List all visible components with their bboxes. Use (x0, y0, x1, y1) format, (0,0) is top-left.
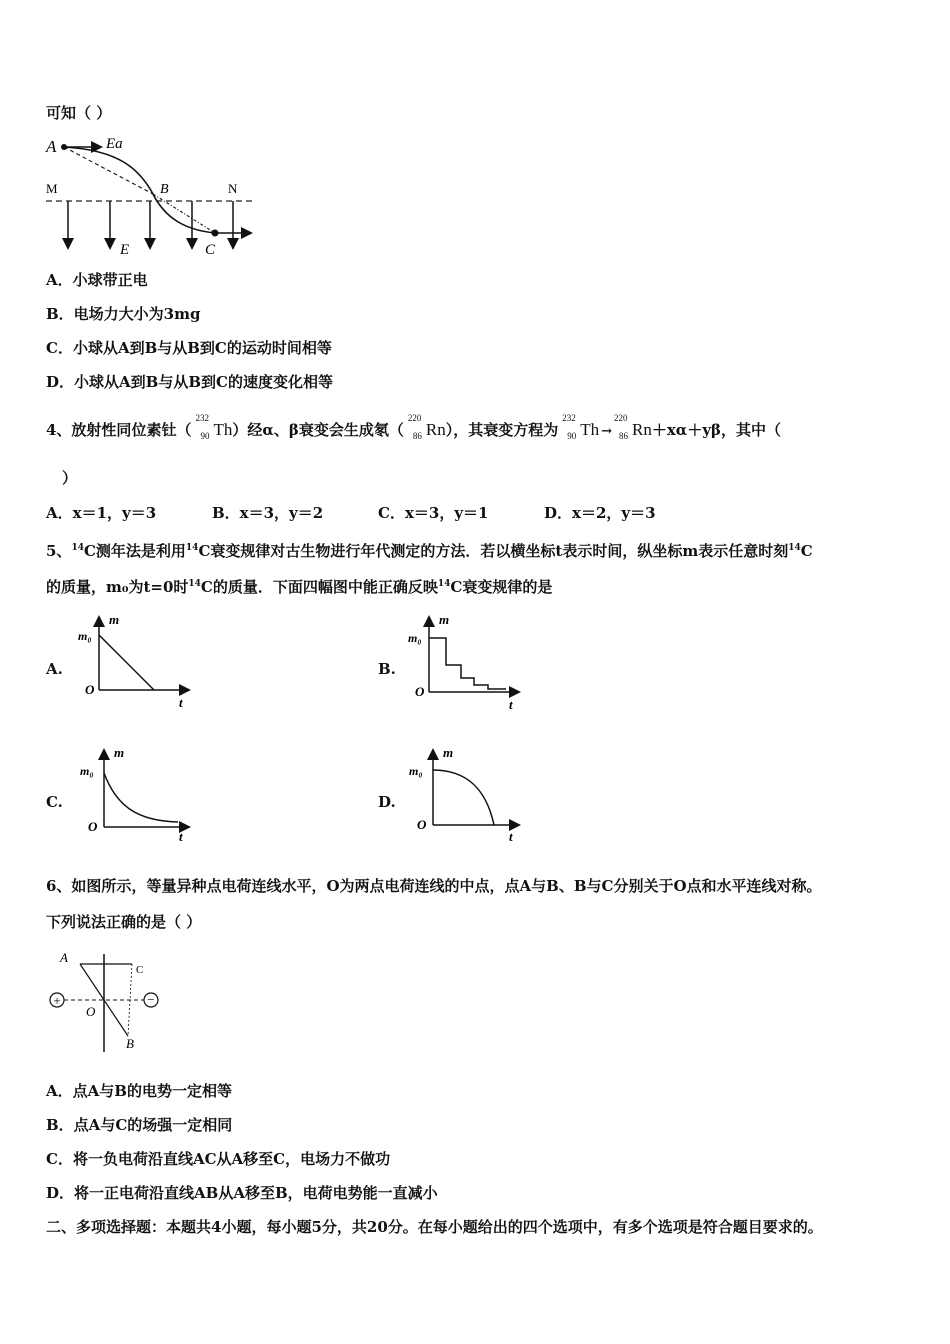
svg-text:O: O (415, 684, 425, 699)
svg-text:t: t (509, 697, 513, 710)
q5-line1: 5、$^{14}$C测年法是利用$^{14}$C衰变规律对古生物进行年代测定的方法．若以横坐标t表示时间，纵坐标m表示任意时刻$^{14}$C (46, 542, 813, 560)
label-b: B (160, 182, 169, 197)
rn-nuclide-eq: 220 86 Rn (614, 413, 652, 441)
q6-label-a: A (60, 950, 68, 965)
svg-text:O: O (88, 819, 98, 834)
decay-curve-a (99, 635, 154, 690)
q6-label-c: C (136, 964, 144, 976)
decay-curve-d (433, 770, 494, 825)
decay-arrow: → (601, 424, 613, 439)
q4-option-b: B．x＝3，y＝2 (212, 504, 324, 522)
svg-text:m₀: m₀ (409, 764, 423, 778)
svg-text:m: m (443, 745, 454, 760)
q5-option-a-label: A. (46, 660, 63, 678)
q6-option-b: B．点A与C的场强一定相同 (46, 1116, 233, 1134)
svg-text:m: m (109, 612, 120, 627)
q5-option-b-label: B. (378, 660, 396, 678)
q4-option-c: C．x＝3，y＝1 (378, 504, 489, 522)
q6-figure (44, 948, 169, 1056)
label-m: M (46, 181, 58, 196)
label-n: N (228, 181, 238, 196)
decay-curve-c (104, 773, 178, 822)
th-nuclide: 232 90 Th (195, 413, 233, 441)
q6-label-b: B (126, 1036, 134, 1051)
label-c: C (205, 242, 216, 258)
label-a: A (46, 137, 57, 156)
q6-line2: 下列说法正确的是（ ） (46, 913, 202, 931)
q4-stem (46, 413, 782, 442)
q3-option-d: D．小球从A到B与从B到C的速度变化相等 (46, 373, 333, 391)
svg-text:t: t (179, 695, 183, 710)
svg-text:m: m (439, 612, 450, 627)
graph-d (406, 743, 526, 843)
svg-text:+: + (53, 993, 61, 1008)
q4-part2: ）经α、β衰变会生成氡（ (232, 421, 404, 439)
q6-label-o: O (86, 1004, 96, 1019)
q4-option-a: A．x＝1，y＝3 (46, 504, 157, 522)
label-e: E (120, 242, 130, 258)
q6-option-a: A．点A与B的电势一定相等 (46, 1082, 232, 1100)
svg-text:O: O (85, 682, 95, 697)
q3-option-c: C．小球从A到B与从B到C的运动时间相等 (46, 339, 332, 357)
svg-text:m: m (114, 745, 125, 760)
dashed-chord-bc (153, 194, 215, 233)
q4-part1: 4、放射性同位素钍（ (46, 421, 192, 439)
q5-option-c-label: C. (46, 793, 63, 811)
q6-option-c: C．将一负电荷沿直线AC从A移至C，电场力不做功 (46, 1150, 391, 1168)
label-ea: Ea (106, 136, 123, 152)
q6-line1: 6、如图所示，等量异种点电荷连线水平，O为两点电荷连线的中点，点A与B、B与C分别关于O点和水平连线对称。 (46, 877, 822, 895)
q5-line2: 的质量，m₀为t=0时$^{14}$C的质量．下面四幅图中能正确反映$^{14}$C衰变规律的是 (46, 578, 553, 596)
svg-text:m₀: m₀ (80, 764, 94, 778)
th-nuclide-eq: 232 90 Th (562, 413, 600, 441)
section-2-heading: 二、多项选择题：本题共4小题，每小题5分，共20分。在每小题给出的四个选项中，有多个选项是符合题目要求的。 (46, 1218, 823, 1236)
rn-nuclide: 220 86 Rn (407, 413, 446, 441)
q6-option-d: D．将一正电荷沿直线AB从A移至B，电荷电势能一直减小 (46, 1184, 438, 1202)
q4-option-d: D．x＝2，y＝3 (544, 504, 656, 522)
svg-text:m₀: m₀ (78, 629, 92, 643)
q4-part3: ），其衰变方程为 (445, 421, 559, 439)
q3-figure (40, 130, 265, 260)
svg-text:t: t (179, 829, 183, 843)
q3-stem-tail: 可知（ ） (46, 104, 112, 122)
dashed-chord-ab (64, 147, 153, 194)
svg-text:O: O (417, 817, 427, 832)
graph-c (76, 743, 196, 843)
q5-option-d-label: D. (378, 793, 396, 811)
graph-a (76, 610, 196, 710)
svg-text:−: − (147, 992, 155, 1007)
q3-option-a: A．小球带正电 (46, 271, 148, 289)
svg-text:m₀: m₀ (408, 631, 422, 645)
graph-b (406, 610, 526, 710)
q4-part4: ＋xα＋yβ，其中（ (651, 421, 782, 439)
decay-curve-b (429, 638, 506, 689)
svg-text:t: t (509, 829, 513, 843)
q3-option-b: B．电场力大小为3mg (46, 305, 201, 323)
q4-close-paren: ） (62, 469, 78, 487)
